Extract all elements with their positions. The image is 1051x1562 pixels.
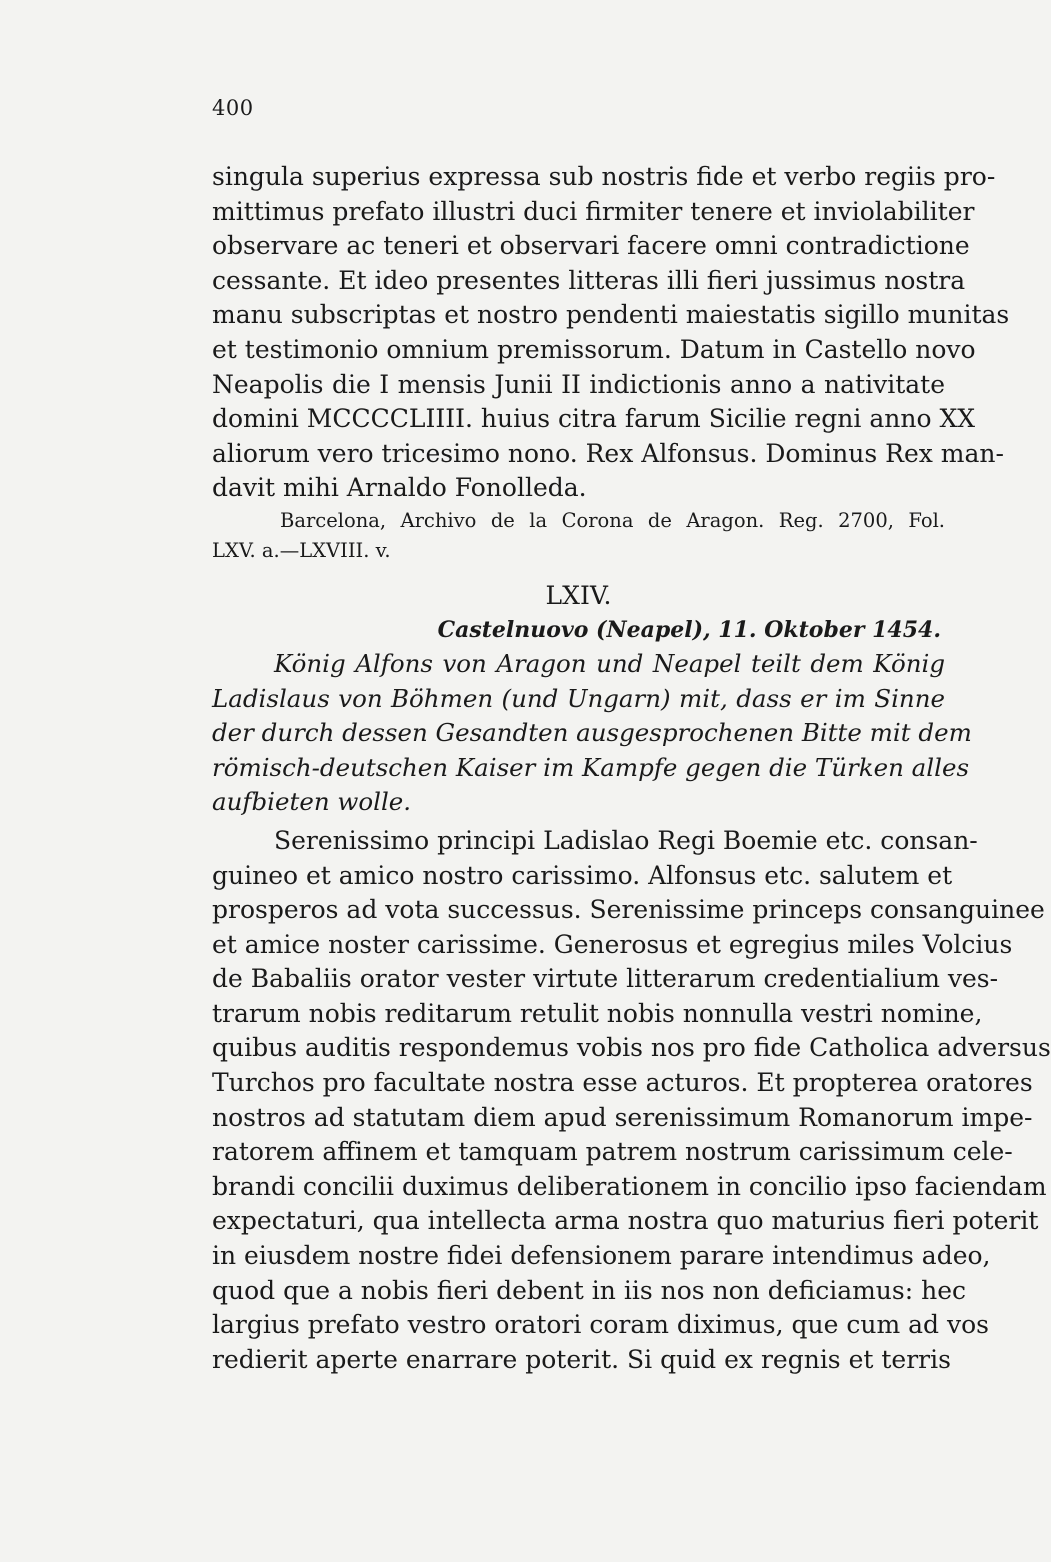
text-line: davit mihi Arnaldo Fonolleda. bbox=[212, 473, 587, 503]
body-line: ratorem affinem et tamquam patrem nostrum carissimum cele- bbox=[212, 1137, 1013, 1167]
source-line: Barcelona, Archivo de la Corona de Aragon. Reg. 2700, Fol. bbox=[280, 508, 945, 532]
document-summary bbox=[212, 647, 972, 820]
body-line: quibus auditis respondemus vobis nos pro fide Catholica adversus bbox=[212, 1033, 1051, 1063]
text-line: observare ac teneri et observari facere omni contradictione bbox=[212, 231, 970, 261]
body-line: trarum nobis reditarum retulit nobis nonnulla vestri nomine, bbox=[212, 998, 983, 1028]
document-body bbox=[212, 824, 1051, 1378]
text-block bbox=[212, 160, 1051, 1377]
text-line: domini MCCCCLIIII. huius citra farum Sicilie regni anno XX bbox=[212, 404, 976, 434]
source-line: LXV. a.—LXVIII. v. bbox=[212, 539, 391, 563]
body-line: Serenissimo principi Ladislao Regi Boemie etc. consan- bbox=[274, 825, 978, 855]
body-line: largius prefato vestro oratori coram diximus, que cum ad vos bbox=[212, 1310, 989, 1340]
page-number: 400 bbox=[212, 96, 254, 120]
source-citation bbox=[212, 506, 945, 567]
body-line: guineo et amico nostro carissimo. Alfonsus etc. salutem et bbox=[212, 860, 953, 890]
summary-line: König Alfons von Aragon und Neapel teilt dem König bbox=[274, 648, 945, 678]
text-line: mittimus prefato illustri duci firmiter tenere et inviolabiliter bbox=[212, 196, 975, 226]
text-line: et testimonio omnium premissorum. Datum in Castello novo bbox=[212, 334, 976, 364]
body-line: brandi concilii duximus deliberationem in concilio ipso faciendam bbox=[212, 1171, 1047, 1201]
document-date: Castelnuovo (Neapel), 11. Oktober 1454. bbox=[437, 616, 941, 643]
text-line: cessante. Et ideo presentes litteras illi fieri jussimus nostra bbox=[212, 265, 966, 295]
text-line: singula superius expressa sub nostris fide et verbo regiis pro- bbox=[212, 162, 996, 191]
body-line: prosperos ad vota successus. Serenissime princeps consanguinee bbox=[212, 895, 1045, 925]
body-line: Turchos pro facultate nostra esse acturos. Et propterea oratores bbox=[212, 1068, 1033, 1098]
summary-line: römisch-deutschen Kaiser im Kampfe gegen die Türken alles bbox=[212, 752, 970, 782]
body-line: et amice noster carissime. Generosus et egregius miles Volcius bbox=[212, 929, 1013, 959]
body-line: redierit aperte enarrare poterit. Si quid ex regnis et terris bbox=[212, 1344, 951, 1374]
text-line: Neapolis die I mensis Junii II indictionis anno a nativitate bbox=[212, 369, 945, 399]
body-line: quod que a nobis fieri debent in iis nos non deficiamus: hec bbox=[212, 1275, 967, 1305]
body-line: de Babaliis orator vester virtute litterarum credentialium ves- bbox=[212, 964, 999, 994]
document-number: LXIV. bbox=[545, 580, 612, 610]
body-line: in eiusdem nostre fidei defensionem parare intendimus adeo, bbox=[212, 1241, 991, 1271]
summary-line: Ladislaus von Böhmen (und Ungarn) mit, dass er im Sinne bbox=[212, 683, 945, 713]
body-line: nostros ad statutam diem apud serenissimum Romanorum impe- bbox=[212, 1102, 1033, 1132]
summary-line: der durch dessen Gesandten ausgesprochenen Bitte mit dem bbox=[212, 718, 972, 748]
text-line: manu subscriptas et nostro pendenti maiestatis sigillo munitas bbox=[212, 300, 1010, 330]
body-line: expectaturi, qua intellecta arma nostra quo maturius fieri poterit bbox=[212, 1206, 1039, 1236]
continuation-text bbox=[212, 160, 1010, 506]
text-line: aliorum vero tricesimo nono. Rex Alfonsus. Dominus Rex man- bbox=[212, 438, 1004, 468]
summary-line: aufbieten wolle. bbox=[212, 787, 412, 817]
